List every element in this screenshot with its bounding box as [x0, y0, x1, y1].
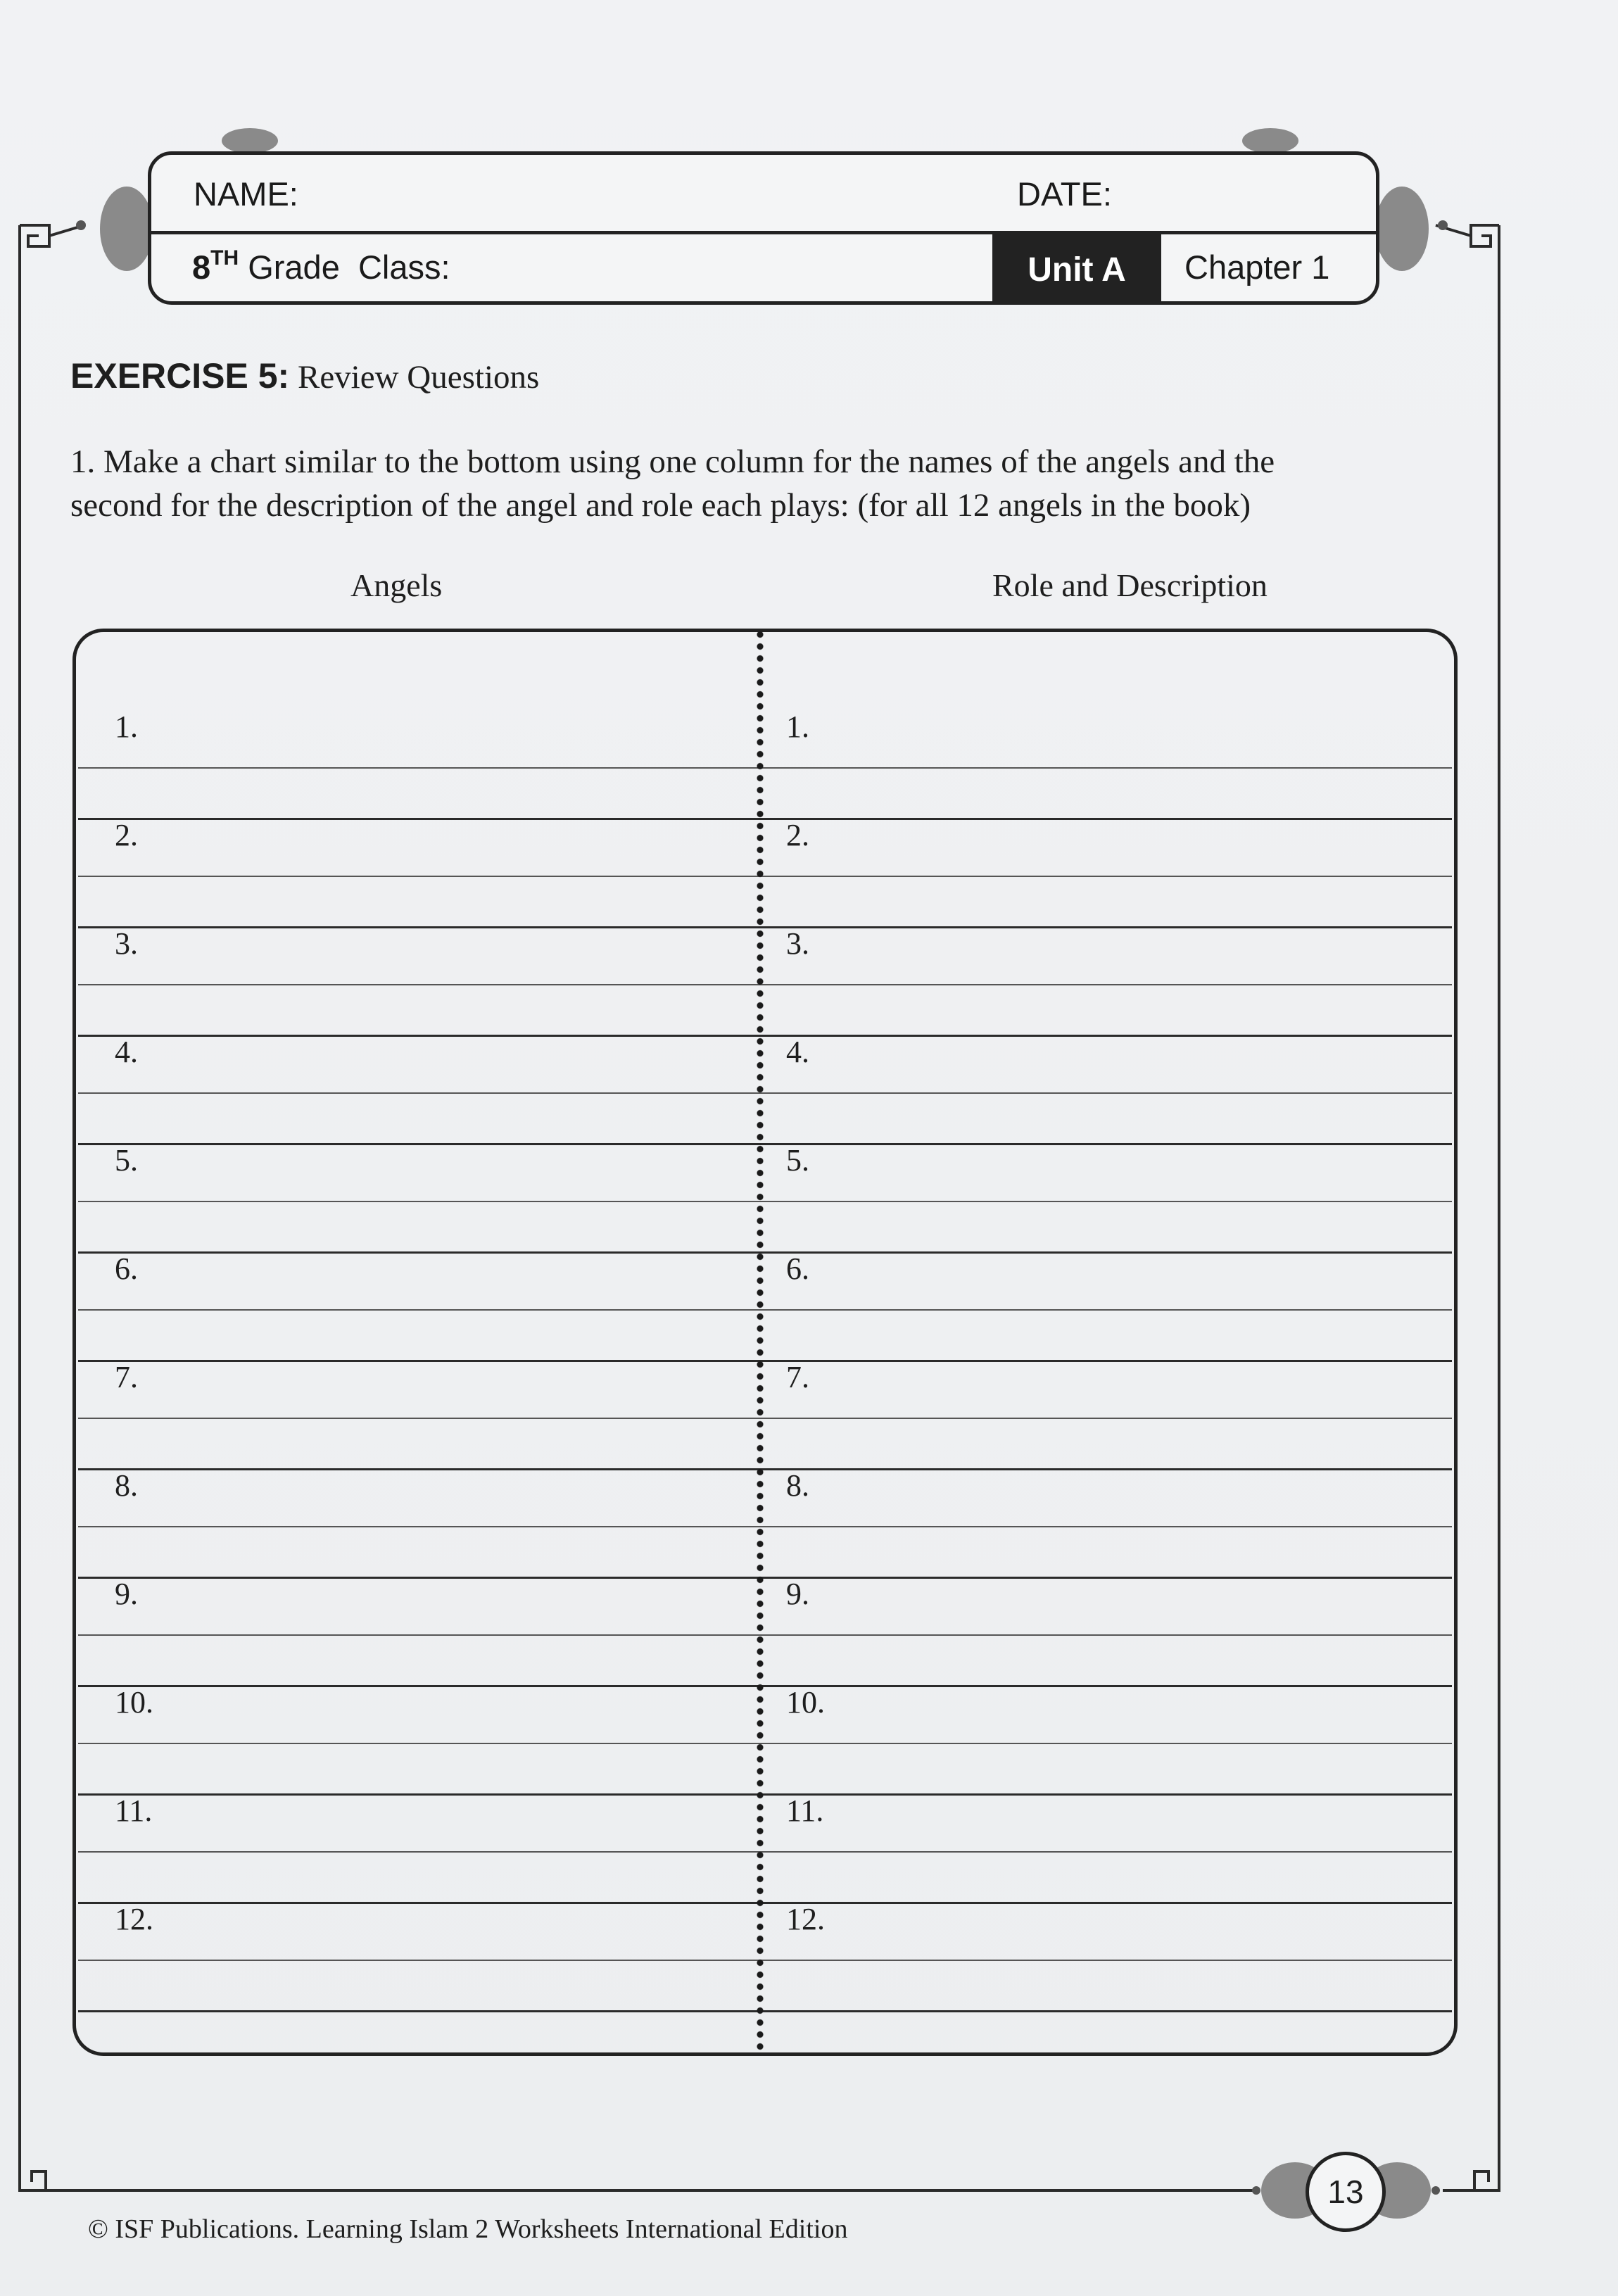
grade-number: 8 — [192, 248, 211, 286]
writing-line — [78, 1309, 1452, 1311]
writing-line — [78, 1851, 1452, 1853]
angel-row-number: 1. — [115, 709, 138, 744]
angel-row-number: 10. — [115, 1685, 153, 1720]
role-row-number: 3. — [786, 926, 809, 961]
angels-column-header: Angels — [350, 567, 443, 603]
header-divider — [151, 231, 1376, 234]
unit-badge: Unit A — [992, 234, 1161, 305]
role-row-number: 5. — [786, 1143, 809, 1178]
instructions — [70, 440, 1436, 527]
role-row-number: 4. — [786, 1035, 809, 1069]
row-separator — [78, 1143, 1452, 1145]
grade-label: Grade — [248, 248, 340, 286]
writing-line — [78, 1960, 1452, 1961]
writing-line — [78, 876, 1452, 877]
writing-line — [78, 984, 1452, 985]
instruction-line-2: second for the description of the angel and role each plays: (for all 12 angels in the book) — [70, 487, 1251, 524]
row-separator — [78, 1360, 1452, 1362]
writing-line — [78, 1418, 1452, 1419]
role-column-header: Role and Description — [992, 567, 1268, 603]
writing-line — [78, 1634, 1452, 1636]
writing-line — [78, 1201, 1452, 1202]
row-separator — [78, 1685, 1452, 1687]
row-separator — [78, 1793, 1452, 1796]
role-row-number: 2. — [786, 818, 809, 852]
date-label: DATE: — [1017, 175, 1112, 213]
row-separator — [78, 1902, 1452, 1904]
role-row-number: 1. — [786, 709, 809, 744]
role-row-number: 7. — [786, 1360, 809, 1394]
writing-line — [78, 1092, 1452, 1094]
page-number: 13 — [1306, 2152, 1386, 2232]
role-row-number: 9. — [786, 1577, 809, 1611]
angel-row-number: 8. — [115, 1468, 138, 1503]
role-row-number: 10. — [786, 1685, 825, 1720]
class-label: Class: — [358, 248, 450, 286]
chapter-label: Chapter 1 — [1184, 248, 1330, 286]
grade-line — [192, 248, 450, 286]
ornament-left — [100, 187, 153, 271]
grade-suffix: TH — [210, 246, 239, 270]
angel-row-number: 7. — [115, 1360, 138, 1394]
exercise-subtitle: Review Questions — [297, 359, 540, 396]
role-row-number: 11. — [786, 1793, 824, 1828]
role-row-number: 12. — [786, 1902, 825, 1936]
row-separator — [78, 926, 1452, 928]
angel-row-number: 11. — [115, 1793, 153, 1828]
exercise-title — [70, 355, 539, 396]
row-separator — [78, 1468, 1452, 1470]
writing-line — [78, 767, 1452, 769]
angel-row-number: 2. — [115, 818, 138, 852]
dotted-divider — [756, 629, 764, 2050]
name-label: NAME: — [194, 175, 298, 213]
angel-row-number: 6. — [115, 1251, 138, 1286]
row-separator — [78, 818, 1452, 820]
row-separator — [78, 1251, 1452, 1254]
angel-row-number: 12. — [115, 1902, 153, 1936]
angel-row-number: 9. — [115, 1577, 138, 1611]
role-row-number: 6. — [786, 1251, 809, 1286]
footer-copyright: © ISF Publications. Learning Islam 2 Worksheets International Edition — [88, 2214, 848, 2244]
angel-row-number: 5. — [115, 1143, 138, 1178]
header-box — [148, 151, 1379, 305]
row-separator — [78, 2010, 1452, 2012]
row-separator — [78, 1035, 1452, 1037]
row-separator — [78, 1577, 1452, 1579]
exercise-number: EXERCISE 5: — [70, 356, 290, 396]
writing-line — [78, 1526, 1452, 1527]
angel-row-number: 4. — [115, 1035, 138, 1069]
writing-line — [78, 1743, 1452, 1744]
ornament-right — [1375, 187, 1429, 271]
instruction-line-1: 1. Make a chart similar to the bottom using one column for the names of the angels and the — [70, 443, 1275, 480]
angels-chart — [72, 629, 1458, 2056]
angel-row-number: 3. — [115, 926, 138, 961]
role-row-number: 8. — [786, 1468, 809, 1503]
